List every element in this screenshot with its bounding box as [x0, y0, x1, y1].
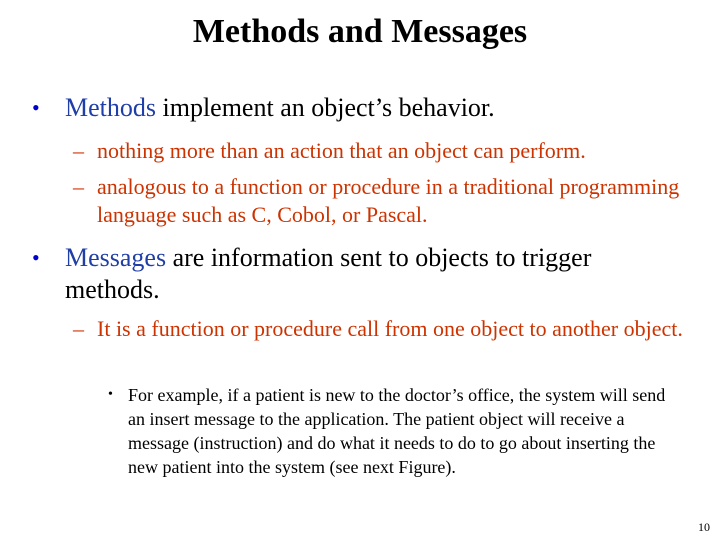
bullet-text	[65, 92, 685, 124]
bullet-rest: implement an object’s behavior.	[156, 93, 495, 122]
dash-icon: –	[73, 316, 84, 341]
sub-sub-bullet-text: For example, if a patient is new to the doctor’s office, the system will send an insert message to the application. The patient object will receive a message (instruction) and do what it needs to do to go about inserting the new patient into the system (see next Figure).	[128, 385, 666, 477]
dash-icon: –	[73, 138, 84, 163]
sub-bullet-text: nothing more than an action that an object can perform.	[97, 138, 586, 163]
sub-bullet-text: It is a function or procedure call from one object to another object.	[97, 316, 683, 341]
bullet-rest: are information sent to objects to trigger methods.	[65, 243, 592, 304]
bullet-keyword: Methods	[65, 93, 156, 122]
page-number: 10	[698, 520, 710, 534]
bullet-keyword: Messages	[65, 243, 167, 272]
bullet-text	[65, 242, 685, 306]
bullet-dot-icon: •	[32, 245, 40, 270]
bullet-dot-icon: •	[108, 387, 113, 402]
sub-bullet-text: analogous to a function or procedure in a traditional programming language such as C, Cobol, or Pascal.	[97, 174, 680, 227]
dash-icon: –	[73, 174, 84, 199]
slide-title: Methods and Messages	[192, 13, 528, 50]
bullet-dot-icon: •	[32, 95, 40, 120]
